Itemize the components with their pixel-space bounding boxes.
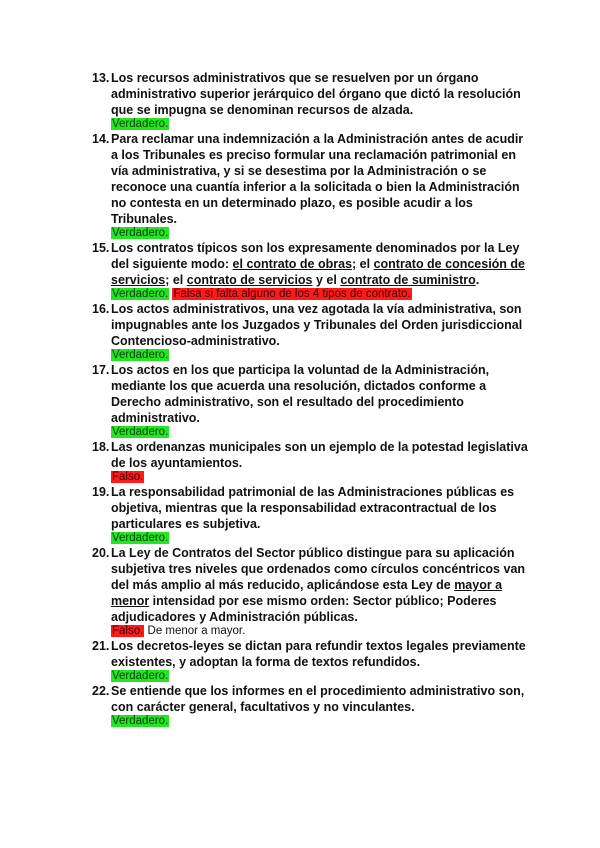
question-number: 16. (92, 302, 110, 316)
question-14 (92, 131, 528, 240)
question-text (111, 484, 528, 532)
question-text (111, 439, 528, 471)
question-number: 14. (92, 132, 110, 146)
question-text-part: Se entiende que los informes en el procedimiento administrativo son, con carácter general, facultativos y no vinculantes. (111, 684, 525, 714)
underlined-term: contrato de concesión de servicios (111, 257, 525, 287)
question-number: 20. (92, 546, 110, 560)
question-text-part: Para reclamar una indemnización a la Administración antes de acudir a los Tribunales es preciso formular una reclamación patrimonial en vía administrativa, y si se desestima por la Administración o se reconoce una cuantía inferior a la solicitada o bien la Administración no contesta en un determinado plazo, es posible acudir a los Tribunales. (111, 132, 524, 226)
question-number: 18. (92, 440, 110, 454)
answer-line (111, 227, 528, 240)
question-number: 13. (92, 71, 110, 85)
answer-line (111, 426, 528, 439)
answer-true-highlight: Verdadero. (112, 426, 169, 438)
question-text-part: Los recursos administrativos que se resuelven por un órgano administrativo superior jerárquico del órgano que dictó la resolución que se impugna se denominan recursos de alzada. (111, 71, 521, 117)
question-text-part: Los actos administrativos, una vez agotada la vía administrativa, son impugnables ante los Juzgados y Tribunales del Orden jurisdiccional Contencioso-administrativo. (111, 302, 523, 348)
answer-line (111, 625, 528, 638)
question-text-part: Los contratos típicos son los expresamente denominados por la Ley del siguiente modo: (111, 241, 520, 271)
question-text-part: Las ordenanzas municipales son un ejemplo de la potestad legislativa de los ayuntamientos. (111, 440, 528, 470)
question-17 (92, 362, 528, 439)
answer-line (111, 471, 528, 484)
question-text (111, 638, 528, 670)
question-text-part: Los actos en los que participa la voluntad de la Administración, mediante los que acuerda una resolución, dictados conforme a Derecho administrativo, son el resultado del procedimiento administrativo. (111, 363, 490, 425)
answer-line (111, 118, 528, 131)
answer-true-highlight: Verdadero. (112, 288, 169, 300)
answer-true-highlight: Verdadero. (112, 532, 169, 544)
question-13 (92, 70, 528, 131)
answer-line (111, 670, 528, 683)
question-22 (92, 683, 528, 728)
question-number: 22. (92, 684, 110, 698)
question-text-part: . (475, 273, 480, 287)
question-text-part: La responsabilidad patrimonial de las Administraciones públicas es objetiva, mientras que la responsabilidad extracontractual de los particulares es subjetiva. (111, 485, 515, 531)
question-19 (92, 484, 528, 545)
question-text (111, 362, 528, 426)
underlined-term: el contrato de obras (232, 257, 353, 271)
answer-line (111, 349, 528, 362)
question-text-part: ; el (165, 273, 187, 287)
question-21 (92, 638, 528, 683)
question-15 (92, 240, 528, 301)
question-text-part: y el (312, 273, 341, 287)
question-text (111, 683, 528, 715)
question-text (111, 301, 528, 349)
answer-line (111, 715, 528, 728)
question-text (111, 70, 528, 118)
answer-note: De menor a mayor. (144, 625, 246, 637)
question-list (0, 70, 600, 728)
question-16 (92, 301, 528, 362)
question-18 (92, 439, 528, 484)
question-text-part: La Ley de Contratos del Sector público distingue para su aplicación subjetiva tres niveles que ordenados como círculos concéntricos van del más amplio al más reducido, aplicándose esta Ley de (111, 546, 526, 592)
question-text (111, 545, 528, 625)
answer-true-highlight: Verdadero. (112, 670, 169, 682)
answer-true-highlight: Verdadero. (112, 227, 169, 239)
answer-line (111, 532, 528, 545)
question-number: 21. (92, 639, 110, 653)
question-text (111, 240, 528, 288)
question-text-part: ; el (352, 257, 374, 271)
question-number: 15. (92, 241, 110, 255)
question-text (111, 131, 528, 227)
underlined-term: contrato de suministro (340, 273, 476, 287)
answer-true-highlight: Verdadero. (112, 349, 169, 361)
answer-false-highlight: Falso. (112, 625, 144, 637)
question-20 (92, 545, 528, 638)
question-text-part: Los decretos-leyes se dictan para refundir textos legales previamente existentes, y adoptan la forma de textos refundidos. (111, 639, 526, 669)
answer-true-highlight: Verdadero. (112, 715, 169, 727)
answer-line (111, 288, 528, 301)
answer-true-highlight: Verdadero. (112, 118, 169, 130)
underlined-term: contrato de servicios (186, 273, 313, 287)
answer-false-highlight: Falso. (112, 471, 144, 483)
question-number: 19. (92, 485, 110, 499)
question-number: 17. (92, 363, 110, 377)
underlined-term: mayor a menor (111, 578, 503, 608)
question-text-part: intensidad por ese mismo orden: Sector público; Poderes adjudicadores y Administración públicas. (111, 594, 497, 624)
answer-false-note-highlight: Falsa si falta alguno de los 4 tipos de contrato. (173, 288, 411, 300)
